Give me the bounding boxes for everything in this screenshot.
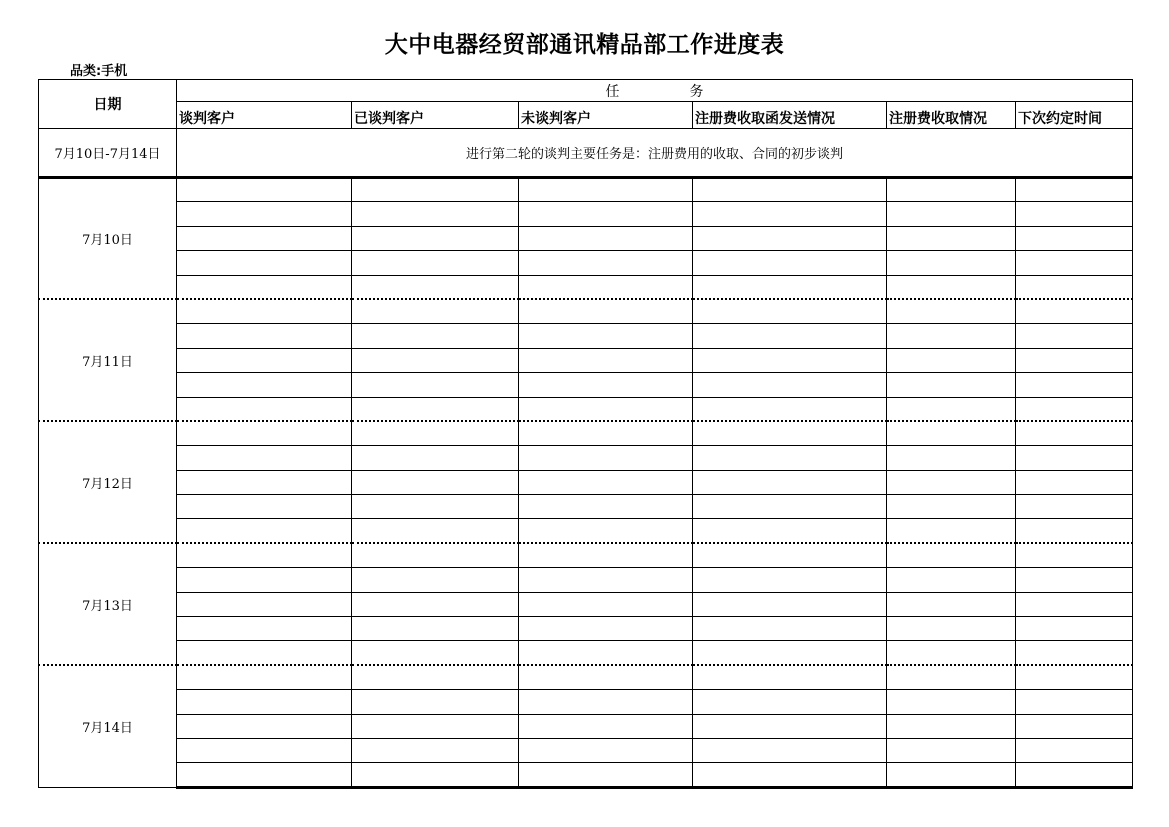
empty-cell[interactable] <box>519 178 693 202</box>
day-label: 7月11日 <box>39 299 177 421</box>
empty-cell[interactable] <box>693 275 887 299</box>
table-row <box>39 348 1133 372</box>
day-label: 7月10日 <box>39 178 177 300</box>
table-row <box>39 470 1133 494</box>
table-row <box>39 690 1133 714</box>
empty-cell[interactable] <box>693 421 887 445</box>
empty-cell[interactable] <box>1016 714 1133 738</box>
empty-cell[interactable] <box>177 251 352 275</box>
empty-cell[interactable] <box>1016 202 1133 226</box>
empty-cell[interactable] <box>177 641 352 665</box>
empty-cell[interactable] <box>177 763 352 787</box>
empty-cell[interactable] <box>887 324 1016 348</box>
empty-cell[interactable] <box>887 421 1016 445</box>
empty-cell[interactable] <box>177 446 352 470</box>
empty-cell[interactable] <box>519 397 693 421</box>
column-header: 谈判客户 <box>177 102 352 129</box>
empty-cell[interactable] <box>352 495 519 519</box>
empty-cell[interactable] <box>177 470 352 494</box>
table-row <box>39 299 1133 323</box>
empty-cell[interactable] <box>887 299 1016 323</box>
task-header: 任务 <box>177 80 1133 102</box>
empty-cell[interactable] <box>519 665 693 689</box>
empty-cell[interactable] <box>352 519 519 543</box>
table-row <box>39 446 1133 470</box>
empty-cell[interactable] <box>519 324 693 348</box>
empty-cell[interactable] <box>177 202 352 226</box>
empty-cell[interactable] <box>1016 226 1133 250</box>
table-row <box>39 324 1133 348</box>
empty-cell[interactable] <box>177 178 352 202</box>
empty-cell[interactable] <box>519 519 693 543</box>
empty-cell[interactable] <box>352 568 519 592</box>
empty-cell[interactable] <box>352 592 519 616</box>
empty-cell[interactable] <box>519 446 693 470</box>
empty-cell[interactable] <box>177 665 352 689</box>
empty-cell[interactable] <box>352 275 519 299</box>
empty-cell[interactable] <box>887 348 1016 372</box>
empty-cell[interactable] <box>1016 397 1133 421</box>
empty-cell[interactable] <box>1016 299 1133 323</box>
empty-cell[interactable] <box>1016 178 1133 202</box>
empty-cell[interactable] <box>887 519 1016 543</box>
empty-cell[interactable] <box>519 348 693 372</box>
empty-cell[interactable] <box>519 373 693 397</box>
empty-cell[interactable] <box>519 592 693 616</box>
column-header: 注册费收取情况 <box>887 102 1016 129</box>
empty-cell[interactable] <box>1016 251 1133 275</box>
empty-cell[interactable] <box>352 373 519 397</box>
empty-cell[interactable] <box>1016 763 1133 787</box>
table-row <box>39 373 1133 397</box>
empty-cell[interactable] <box>693 178 887 202</box>
empty-cell[interactable] <box>519 763 693 787</box>
empty-cell[interactable] <box>352 738 519 762</box>
empty-cell[interactable] <box>693 568 887 592</box>
empty-cell[interactable] <box>693 202 887 226</box>
table-row <box>39 592 1133 616</box>
table-row <box>39 421 1133 445</box>
empty-cell[interactable] <box>1016 324 1133 348</box>
empty-cell[interactable] <box>887 738 1016 762</box>
empty-cell[interactable] <box>887 275 1016 299</box>
empty-cell[interactable] <box>693 519 887 543</box>
empty-cell[interactable] <box>1016 665 1133 689</box>
empty-cell[interactable] <box>352 202 519 226</box>
empty-cell[interactable] <box>177 373 352 397</box>
empty-cell[interactable] <box>693 665 887 689</box>
empty-cell[interactable] <box>887 690 1016 714</box>
empty-cell[interactable] <box>352 763 519 787</box>
empty-cell[interactable] <box>887 446 1016 470</box>
empty-cell[interactable] <box>887 251 1016 275</box>
empty-cell[interactable] <box>519 495 693 519</box>
table-row <box>39 251 1133 275</box>
empty-cell[interactable] <box>177 568 352 592</box>
empty-cell[interactable] <box>519 275 693 299</box>
empty-cell[interactable] <box>887 714 1016 738</box>
empty-cell[interactable] <box>519 421 693 445</box>
empty-cell[interactable] <box>352 324 519 348</box>
empty-cell[interactable] <box>1016 348 1133 372</box>
empty-cell[interactable] <box>887 202 1016 226</box>
column-header: 下次约定时间 <box>1016 102 1133 129</box>
empty-cell[interactable] <box>887 641 1016 665</box>
empty-cell[interactable] <box>887 226 1016 250</box>
empty-cell[interactable] <box>519 251 693 275</box>
week-range: 7月10日-7月14日 <box>39 129 177 178</box>
column-header: 注册费收取函发送情况 <box>693 102 887 129</box>
table-row <box>39 275 1133 299</box>
empty-cell[interactable] <box>177 226 352 250</box>
table-row <box>39 397 1133 421</box>
empty-cell[interactable] <box>693 324 887 348</box>
empty-cell[interactable] <box>693 763 887 787</box>
empty-cell[interactable] <box>519 470 693 494</box>
empty-cell[interactable] <box>887 178 1016 202</box>
empty-cell[interactable] <box>693 495 887 519</box>
table-row <box>39 202 1133 226</box>
empty-cell[interactable] <box>1016 519 1133 543</box>
empty-cell[interactable] <box>519 714 693 738</box>
empty-cell[interactable] <box>693 470 887 494</box>
day-label: 7月13日 <box>39 543 177 665</box>
empty-cell[interactable] <box>352 421 519 445</box>
empty-cell[interactable] <box>693 251 887 275</box>
empty-cell[interactable] <box>693 714 887 738</box>
empty-cell[interactable] <box>693 738 887 762</box>
empty-cell[interactable] <box>519 202 693 226</box>
empty-cell[interactable] <box>887 373 1016 397</box>
empty-cell[interactable] <box>177 324 352 348</box>
empty-cell[interactable] <box>352 690 519 714</box>
empty-cell[interactable] <box>1016 470 1133 494</box>
column-header: 未谈判客户 <box>519 102 693 129</box>
empty-cell[interactable] <box>887 543 1016 567</box>
empty-cell[interactable] <box>693 299 887 323</box>
empty-cell[interactable] <box>519 543 693 567</box>
table-row <box>39 495 1133 519</box>
empty-cell[interactable] <box>1016 568 1133 592</box>
empty-cell[interactable] <box>693 226 887 250</box>
empty-cell[interactable] <box>177 275 352 299</box>
empty-cell[interactable] <box>887 397 1016 421</box>
empty-cell[interactable] <box>519 568 693 592</box>
date-header: 日期 <box>39 80 177 129</box>
empty-cell[interactable] <box>1016 275 1133 299</box>
empty-cell[interactable] <box>177 421 352 445</box>
empty-cell[interactable] <box>352 299 519 323</box>
page-title: 大中电器经贸部通讯精品部工作进度表 <box>384 31 785 58</box>
empty-cell[interactable] <box>352 641 519 665</box>
empty-cell[interactable] <box>1016 446 1133 470</box>
empty-cell[interactable] <box>1016 373 1133 397</box>
empty-cell[interactable] <box>693 690 887 714</box>
empty-cell[interactable] <box>177 738 352 762</box>
table-row <box>39 543 1133 567</box>
empty-cell[interactable] <box>1016 617 1133 641</box>
empty-cell[interactable] <box>352 251 519 275</box>
empty-cell[interactable] <box>177 348 352 372</box>
empty-cell[interactable] <box>1016 421 1133 445</box>
empty-cell[interactable] <box>177 543 352 567</box>
empty-cell[interactable] <box>693 373 887 397</box>
empty-cell[interactable] <box>352 446 519 470</box>
table-row <box>39 617 1133 641</box>
table-row <box>39 568 1133 592</box>
day-label: 7月14日 <box>39 665 177 787</box>
table-row <box>39 178 1133 202</box>
column-header: 已谈判客户 <box>352 102 519 129</box>
empty-cell[interactable] <box>177 397 352 421</box>
day-label: 7月12日 <box>39 421 177 543</box>
empty-cell[interactable] <box>177 690 352 714</box>
empty-cell[interactable] <box>693 348 887 372</box>
empty-cell[interactable] <box>352 714 519 738</box>
empty-cell[interactable] <box>693 641 887 665</box>
empty-cell[interactable] <box>693 592 887 616</box>
empty-cell[interactable] <box>693 617 887 641</box>
empty-cell[interactable] <box>887 495 1016 519</box>
empty-cell[interactable] <box>887 763 1016 787</box>
empty-cell[interactable] <box>1016 738 1133 762</box>
empty-cell[interactable] <box>352 470 519 494</box>
empty-cell[interactable] <box>352 226 519 250</box>
table-row <box>39 714 1133 738</box>
week-task-description: 进行第二轮的谈判主要任务是：注册费用的收取、合同的初步谈判 <box>177 129 1133 178</box>
empty-cell[interactable] <box>352 665 519 689</box>
empty-cell[interactable] <box>352 178 519 202</box>
empty-cell[interactable] <box>519 641 693 665</box>
empty-cell[interactable] <box>177 714 352 738</box>
empty-cell[interactable] <box>693 543 887 567</box>
table-row <box>39 665 1133 689</box>
empty-cell[interactable] <box>887 470 1016 494</box>
empty-cell[interactable] <box>352 397 519 421</box>
empty-cell[interactable] <box>177 617 352 641</box>
table-row <box>39 641 1133 665</box>
empty-cell[interactable] <box>519 617 693 641</box>
empty-cell[interactable] <box>519 690 693 714</box>
empty-cell[interactable] <box>177 495 352 519</box>
empty-cell[interactable] <box>1016 495 1133 519</box>
empty-cell[interactable] <box>352 543 519 567</box>
table-row <box>39 226 1133 250</box>
empty-cell[interactable] <box>352 348 519 372</box>
empty-cell[interactable] <box>887 568 1016 592</box>
empty-cell[interactable] <box>519 226 693 250</box>
empty-cell[interactable] <box>887 665 1016 689</box>
empty-cell[interactable] <box>177 519 352 543</box>
empty-cell[interactable] <box>1016 592 1133 616</box>
empty-cell[interactable] <box>1016 543 1133 567</box>
category-label: 品类:手机 <box>70 64 128 79</box>
empty-cell[interactable] <box>887 592 1016 616</box>
empty-cell[interactable] <box>519 299 693 323</box>
empty-cell[interactable] <box>693 446 887 470</box>
empty-cell[interactable] <box>693 397 887 421</box>
empty-cell[interactable] <box>177 299 352 323</box>
empty-cell[interactable] <box>1016 690 1133 714</box>
empty-cell[interactable] <box>519 738 693 762</box>
progress-table <box>38 79 1133 789</box>
empty-cell[interactable] <box>177 592 352 616</box>
empty-cell[interactable] <box>887 617 1016 641</box>
table-row <box>39 738 1133 762</box>
table-row <box>39 763 1133 787</box>
empty-cell[interactable] <box>1016 641 1133 665</box>
table-row <box>39 519 1133 543</box>
empty-cell[interactable] <box>352 617 519 641</box>
